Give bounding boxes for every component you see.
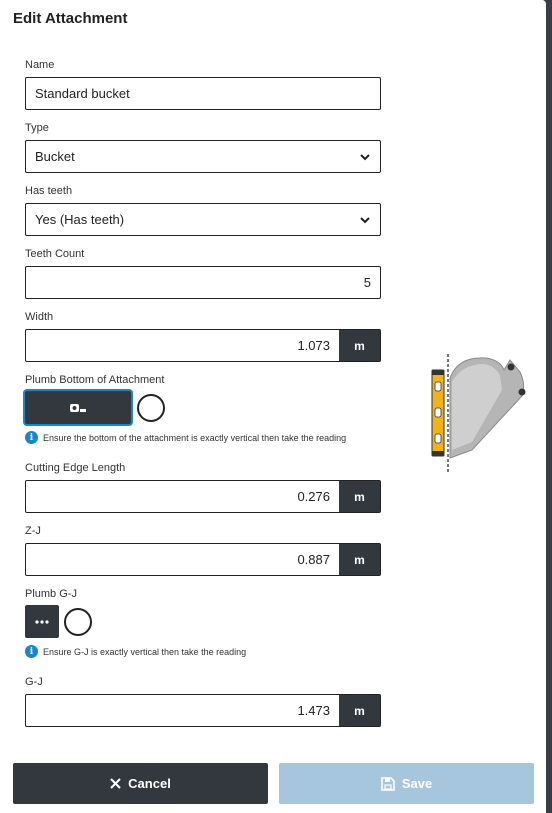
info-icon: i <box>25 431 38 444</box>
name-label: Name <box>25 59 55 71</box>
save-button-label: Save <box>401 776 433 791</box>
take-reading-button[interactable] <box>25 391 131 424</box>
teeth-count-value: 5 <box>363 275 371 290</box>
info-icon: i <box>25 645 38 658</box>
has-teeth-label: Has teeth <box>25 185 73 197</box>
plumb-bottom-info-text: Ensure the bottom of the attachment is exactly vertical then take the reading <box>43 432 347 443</box>
camera-measure-icon <box>70 403 86 413</box>
cutting-edge-unit: m <box>339 481 380 512</box>
teeth-count-input[interactable] <box>25 266 381 299</box>
zj-value: 0.887 <box>297 552 330 567</box>
type-label: Type <box>25 122 49 134</box>
width-label: Width <box>25 311 54 323</box>
plumb-gj-info-text: Ensure G-J is exactly vertical then take the reading <box>43 646 247 657</box>
cutting-edge-label: Cutting Edge Length <box>25 462 126 474</box>
type-select-value: Bucket <box>35 149 75 164</box>
close-icon <box>110 778 121 789</box>
gj-label: G-J <box>25 676 43 688</box>
zj-unit: m <box>339 544 380 575</box>
chevron-down-icon <box>359 151 371 163</box>
width-input[interactable] <box>25 329 381 362</box>
background-edge <box>546 0 552 813</box>
type-select[interactable] <box>25 140 381 173</box>
width-unit: m <box>339 330 380 361</box>
width-value: 1.073 <box>297 338 330 353</box>
cutting-edge-input[interactable] <box>25 480 381 513</box>
gj-unit: m <box>339 695 380 726</box>
cancel-button-label: Cancel <box>128 776 171 791</box>
bucket-plumb-illustration <box>428 350 532 478</box>
cutting-edge-value: 0.276 <box>297 489 330 504</box>
plumb-bottom-status-ring <box>137 394 165 422</box>
floppy-disk-icon <box>381 777 395 791</box>
plumb-gj-button[interactable] <box>25 605 59 638</box>
zj-input[interactable] <box>25 543 381 576</box>
plumb-gj-status-ring <box>64 608 92 636</box>
dialog-title: Edit Attachment <box>13 10 128 27</box>
plumb-gj-label: Plumb G-J <box>25 588 77 600</box>
chevron-down-icon <box>359 214 371 226</box>
teeth-count-label: Teeth Count <box>25 248 85 260</box>
name-input[interactable] <box>25 77 381 110</box>
plumb-gj-info <box>25 645 246 658</box>
plumb-bottom-label: Plumb Bottom of Attachment <box>25 374 165 386</box>
gj-input[interactable] <box>25 694 381 727</box>
plumb-bottom-info <box>25 431 346 444</box>
save-button[interactable] <box>279 763 534 804</box>
cancel-button[interactable] <box>13 763 268 804</box>
more-dots-icon <box>35 620 49 624</box>
has-teeth-select-value: Yes (Has teeth) <box>35 212 125 227</box>
gj-value: 1.473 <box>297 703 330 718</box>
zj-label: Z-J <box>25 525 41 537</box>
has-teeth-select[interactable] <box>25 203 381 236</box>
